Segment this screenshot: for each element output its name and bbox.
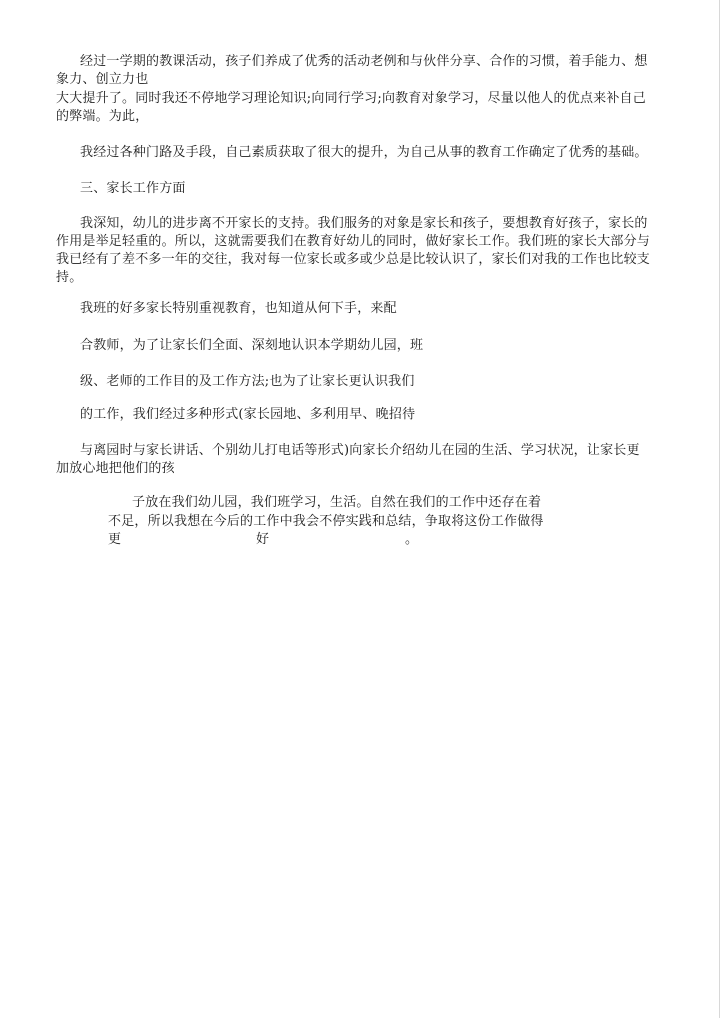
paragraph-1-line-4: 的弊端。为此， [56, 109, 149, 124]
paragraph-3-line-3: 我已经有了差不多一年的交往，我对每一位家长或多或少总是比较认识了，家长们对我的工作也比较支 [56, 252, 651, 267]
paragraph-4-line-3: 级、老师的工作目的及工作方法;也为了让家长更认识我们 [80, 374, 415, 389]
paragraph-1-line-1: 经过一学期的教课活动，孩子们养成了优秀的活动老例和与伙伴分享、合作的习惯，着手能力、想 [80, 54, 648, 69]
paragraph-4-line-6: 加放心地把他们的孩 [56, 461, 175, 476]
paragraph-3-line-4: 持。 [56, 270, 83, 285]
paragraph-1-line-2: 象力、创立力也 [56, 72, 149, 87]
section-heading: 三、家长工作方面 [80, 181, 186, 196]
paragraph-5-line-3-part-3: 。 [405, 532, 419, 547]
paragraph-5-line-2: 不足，所以我想在今后的工作中我会不停实践和总结，争取将这份工作做得 [108, 514, 544, 529]
paragraph-2: 我经过各种门路及手段，自己素质获取了很大的提升，为自己从事的教育工作确定了优秀的基础。 [80, 145, 648, 160]
paragraph-5-line-1: 子放在我们幼儿园，我们班学习，生活。自然在我们的工作中还存在着 [132, 495, 542, 510]
paragraph-3-line-1: 我深知，幼儿的进步离不开家长的支持。我们服务的对象是家长和孩子，要想教育好孩子，家长的 [80, 216, 648, 231]
paragraph-4-line-5: 与离园时与家长讲话、个别幼儿打电话等形式)向家长介绍幼儿在园的生活、学习状况，让家长更 [80, 443, 640, 458]
paragraph-4-line-4: 的工作，我们经过多种形式(家长园地、多利用早、晚招待 [80, 407, 416, 422]
paragraph-5-line-3-part-1: 更 [108, 532, 122, 547]
paragraph-3-line-2: 作用是举足轻重的。所以，这就需要我们在教育好幼儿的同时，做好家长工作。我们班的家长大部分与 [56, 234, 651, 249]
paragraph-4-line-1: 我班的好多家长特别重视教育，也知道从何下手，来配 [80, 301, 397, 316]
paragraph-4-line-2: 合教师，为了让家长们全面、深刻地认识本学期幼儿园，班 [80, 338, 424, 353]
paragraph-1-line-3: 大大提升了。同时我还不停地学习理论知识;向同行学习;向教育对象学习，尽量以他人的优点来补自己 [56, 91, 646, 106]
paragraph-5-line-3-part-2: 好 [256, 532, 270, 547]
